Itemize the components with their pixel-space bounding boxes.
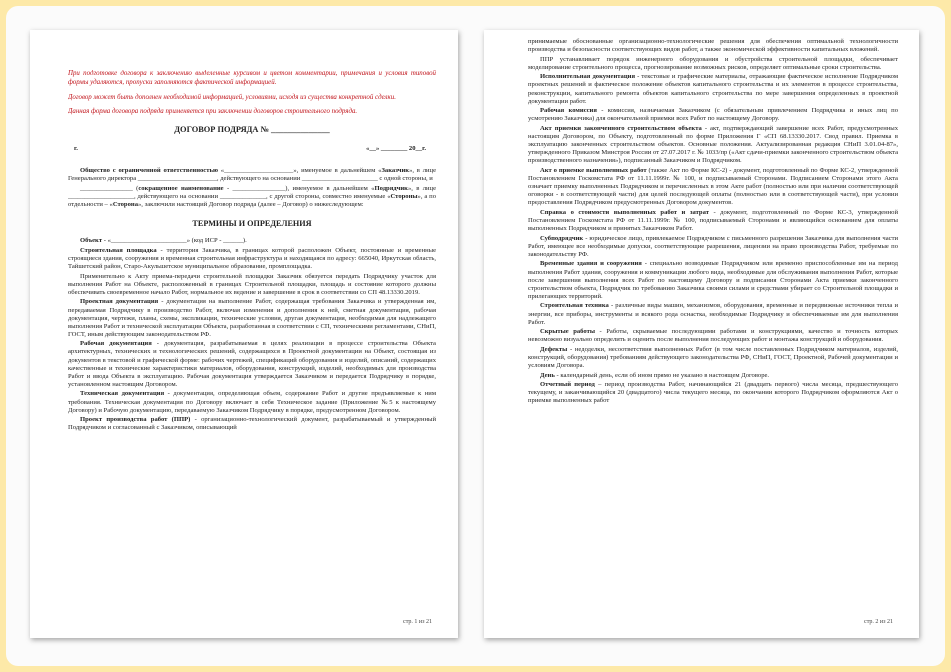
page-number: стр. 2 из 21 xyxy=(864,618,893,625)
definition-paragraph: Проект производства работ (ППР) - организационно-технологический документ, разрабатываемый и утвержденный Подрядчиком и согласованный с Заказчиком, описывающий xyxy=(68,416,436,432)
definition-paragraph: Применительно к Акту приема-передачи строительной площадки Заказчик обязуется передать Подрядчику участок для выполнения Работ на Объекте, расположенный в границах Строительной площадки, площадь и состояние которого должны обеспечивать своевременное начало Работ, нормальное их ведение и завершение в срок в соответствии со СП 48.13330.2019. xyxy=(68,272,436,296)
definition-paragraph: Отчетный период – период производства Работ, начинающийся 21 (двадцать первого) числа месяца, предшествующего текущему, и заканчивающийся 20 (двадцатого) числа текущего месяца, по окончании которого Подрядчиком оформляются Акт о приемке выполненных работ xyxy=(528,381,898,405)
definition-paragraph: принимаемые обоснованные организационно-технологические решения для обеспечения оптимальной технологичности производства и безопасности соответствующих видов работ, а также экономической эффективности капитальных вложений. xyxy=(528,38,898,54)
editor-note: Данная форма договора подряда применяется при заключении договоров строительного подряда. xyxy=(68,108,358,116)
definition-paragraph: Рабочая комиссия - комиссия, назначаемая Заказчиком (с обязательным привлечением Подрядчика и иных лиц по усмотрению Заказчика) для окончательной приемки всех Работ по настоящему Договору. xyxy=(528,107,898,123)
definition-paragraph: День - календарный день, если об ином прямо не указано в настоящем Договоре. xyxy=(540,371,770,379)
definition-paragraph: Рабочая документация - документация, разрабатываемая в целях реализации в процессе строительства Объекта архитектурных, технических и технологических решений, содержащихся в Проектной документации на Объект, состоящая из документов в текстовой и графической форме: рабочих чертежей, спецификаций оборудования и изделий, описаний, содержащих качественные и технические характеристики материалов, оборудования, конструкций, изделий, необходимых для производства Работ и ввода Объекта в эксплуатацию. Рабочая документация утверждается Заказчиком и передается Подрядчику в порядке, установленном настоящим Договором. xyxy=(68,340,436,388)
document-viewer xyxy=(6,6,945,666)
page-2-content xyxy=(528,38,898,613)
page-number: стр. 1 из 21 xyxy=(403,618,432,625)
definition-paragraph: Временные здания и сооружения - специально возводимые Подрядчиком или временно приспособленные им на период выполнения Работ здания, сооружения и коммуникации любого вида, необходимые для обслуживания выполнения Работ, которые после завершения выполнения всех Работ по настоящему Договору и подписания Сторонами Акта приемки законченного строительством объекта, Подрядчик по требованию Заказчика своими силами и средствами убирает со Строительной площадки и прилегающих территорий. xyxy=(528,260,898,300)
editor-note: Договор может быть дополнен необходимой информацией, условиями, исходя из существа конкретной сделки. xyxy=(68,93,396,101)
definition-paragraph: Справка о стоимости выполненных работ и затрат - документ, подготовленный по Форме КС-3, утвержденной Постановлением Госкомстата РФ от 11.11.1999г. № 100, подписываемый Сторонами и являющийся основанием для оплаты выполненных Подрядчиком и принятых Заказчиком Работ. xyxy=(528,208,898,233)
definition-paragraph: Объект - «_______________________» (код ИСР - ______). xyxy=(80,237,247,245)
document-page-1 xyxy=(30,30,458,638)
document-page-2 xyxy=(484,30,919,638)
definition-paragraph: Субподрядчик - юридическое лицо, привлекаемое Подрядчиком с письменного разрешения Заказчика для выполнения части Работ, имеющее все необходимые допуски, соответствующие разрешения, лицензии на право производства Работ, требуемые по законодательству РФ. xyxy=(528,234,898,258)
definition-paragraph: Проектная документация - документация на выполнение Работ, содержащая требования Заказчика и утвержденная им, передаваемая Подрядчику в производство Работ, включая изменения и дополнения к ней, сметная документация, рабочая документация, чертежи, планы, схемы, экспликации, технические условия, другая документация, необходимая для надлежащего выполнения Работ и технической эксплуатации Объекта, разработанная в соответствии с СП, техническими регламентами, СНиП, ГОСТ, иным действующим законодательством РФ. xyxy=(68,298,436,338)
city-field: г. xyxy=(74,145,78,153)
editor-note: При подготовке договора к заключению выделенные курсивом и цветом комментарии, примечания и условия типовой формы удаляются, пропуски заполняются фактической информацией. xyxy=(68,70,436,86)
parties-paragraph: Общество с ограниченной ответственностью «_____________________», именуемое в дальнейшем «Заказчик», в лице Генерального директора ________________________, действующего на основании _______________________ с одной стороны, и xyxy=(68,167,436,183)
place-date-row xyxy=(68,145,436,153)
page-1-content xyxy=(68,70,436,615)
definition-paragraph: ППР устанавливает порядок инженерного оборудования и обустройства строительной площадки, обеспечивает моделирование строительного процесса, прогнозирование возможных рисков, определяет оптимальные сроки строительства. xyxy=(528,55,898,71)
definition-paragraph: Исполнительная документация - текстовые и графические материалы, отражающие фактическое исполнение Подрядчиком проектных решений и фактическое положение объектов капитального строительства и их элементов в процессе строительства, реконструкции, капитального ремонта объектов капитального строительства по мере завершения определенных в проектной документации работ. xyxy=(528,73,898,105)
definition-paragraph: Техническая документация - документация, определяющая объем, содержание Работ и другие предъявляемые к ним требования. Техническая документация по Договору включает в себя Техническое задание (Приложение №5 к настоящему Договору) и Рабочую документацию, передаваемую Заказчиком Подрядчику в порядке, предусмотренном Договором. xyxy=(68,390,436,414)
definition-paragraph: Строительная площадка - территория Заказчика, в границах которой расположен Объект, постоянные и временные строящиеся здания, сооружения и временная строительная инфраструктура и находящаяся по адресу: 665040, Иркутская область, Тайшетский район, Старо-Акульшетское муниципальное образование, промплощадка. xyxy=(68,246,436,271)
definition-paragraph: Акт о приемке выполненных работ (также Акт по Форме КС-2) - документ, подготовленный по Форме КС-2, утвержденной Постановлением Госкомстата РФ от 11.11.1999г. № 100, и подписываемый Сторонами. Подписанием Сторонами этого Акта означает приемку выполненных Подрядчиком и перечисленных в этом Акте работ (полностью или при наличии соответствующей оговорки - в соответствующей части) для целей последующей оплаты (полностью или в соответствующей части), при условии предоставления Подрядчиком предусмотренных Договором документов. xyxy=(528,166,898,207)
definition-paragraph: Скрытые работы - Работы, скрываемые последующими работами и конструкциями, качество и точность которых невозможно визуально определить и оценить после выполнения последующих работ и монтажа конструкций и оборудования. xyxy=(528,328,898,344)
section-heading: ТЕРМИНЫ И ОПРЕДЕЛЕНИЯ xyxy=(192,219,312,229)
parties-paragraph: ________________ (сокращенное наименование - ________________), именуемое в дальнейшем «Подрядчик», в лице ____________________, действующего на основании ______________, с другой стороны, совместно именуемые «Стороны», а по отдельности – «Сторона», заключили настоящий Договор подряда (далее – Договор) о нижеследующем: xyxy=(68,184,436,209)
definition-paragraph: Дефекты - недоделки, несоответствия выполненных Работ (в том числе поставленных Подрядчиком материалов, изделий, конструкций, оборудования) требованиям действующего законодательства РФ, СНиП, ГОСТ, Проектной, Рабочей документации и условиям Договора. xyxy=(528,345,898,370)
date-field: «__» ________ 20__г. xyxy=(366,145,426,153)
definition-paragraph: Акт приемки законченного строительством объекта - акт, подтверждающий завершение всех Работ, предусмотренных настоящим Договором, по Объекту, подготовленный по форме Приложения Г «СП 68.13330.2017. Свод правил. Приемка в эксплуатацию законченных строительством объектов. Основные положения. Актуализированная редакция СНиП 3.01.04-87», утвержденного Приказом Минстроя России от 27.07.2017 г. № 1033/пр («Акт сдачи-приемки законченного строительством объекта производственного назначения»), подписанный Заказчиком и Подрядчиком. xyxy=(528,124,898,165)
definition-paragraph: Строительная техника - различные виды машин, механизмов, оборудования, временные и передвижные источники тепла и энергии, все приборы, инструменты и всякого рода оснастка, необходимые Подрядчику и обеспечиваемые им для выполнения Работ. xyxy=(528,302,898,326)
document-title: ДОГОВОР ПОДРЯДА № ______________ xyxy=(174,125,330,135)
